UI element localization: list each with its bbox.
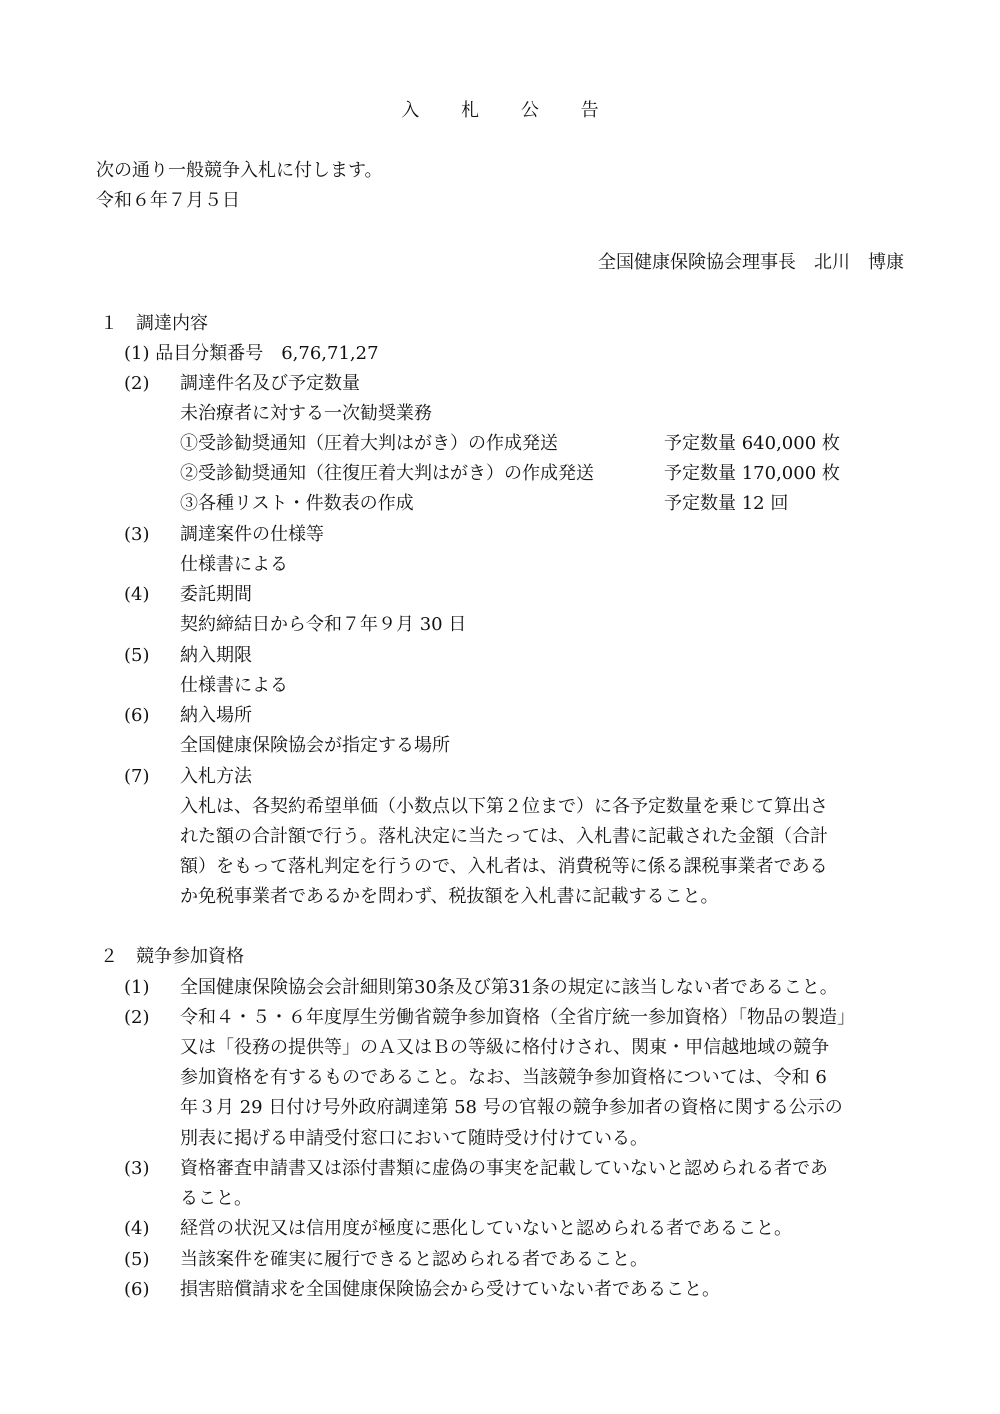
item-number: (4) bbox=[124, 584, 150, 605]
item-number: (1) bbox=[124, 977, 150, 998]
item-number: (6) bbox=[124, 705, 150, 726]
item-number: (3) bbox=[124, 1158, 150, 1179]
intro-text: 次の通り一般競争入札に付します。 bbox=[96, 160, 383, 181]
paragraph-line: 経営の状況又は信用度が極度に悪化していないと認められる者であること。 bbox=[180, 1218, 792, 1239]
paragraph-line: 令和４・５・６年度厚生労働省競争参加資格（全省庁統一参加資格）「物品の製造」 bbox=[180, 1007, 855, 1028]
page-title: 入 札 公 告 bbox=[401, 100, 617, 121]
item-number: (4) bbox=[124, 1218, 150, 1239]
issuer-name: 全国健康保険協会理事長 北川 博康 bbox=[598, 252, 904, 273]
paragraph-line: 参加資格を有するものであること。なお、当該競争参加資格については、令和 6 bbox=[180, 1067, 827, 1088]
procurement-item-name: ①受診勧奨通知（圧着大判はがき）の作成発送 bbox=[180, 433, 558, 454]
notice-date: 令和６年７月５日 bbox=[96, 190, 240, 211]
item-number: (3) bbox=[124, 524, 150, 545]
item-value: 仕様書による bbox=[180, 554, 288, 575]
procurement-item-name: ③各種リスト・件数表の作成 bbox=[180, 493, 414, 514]
item-label: 納入期限 bbox=[180, 645, 252, 666]
section-1-heading: １ 調達内容 bbox=[100, 313, 208, 334]
section-2-heading: ２ 競争参加資格 bbox=[100, 946, 244, 967]
paragraph-line: 全国健康保険協会会計細則第30条及び第31条の規定に該当しない者であること。 bbox=[180, 977, 838, 998]
paragraph-line: ること。 bbox=[180, 1188, 252, 1209]
item-classification-number: (1) 品目分類番号 6,76,71,27 bbox=[124, 343, 379, 364]
item-number: (5) bbox=[124, 1249, 150, 1270]
item-value: 契約締結日から令和７年９月 30 日 bbox=[180, 614, 467, 635]
paragraph-line: 当該案件を確実に履行できると認められる者であること。 bbox=[180, 1249, 648, 1270]
procurement-item-quantity: 予定数量 12 回 bbox=[664, 493, 789, 514]
paragraph-line: 資格審査申請書又は添付書類に虚偽の事実を記載していないと認められる者であ bbox=[180, 1158, 828, 1179]
item-number: (7) bbox=[124, 766, 150, 787]
item-label: 調達案件の仕様等 bbox=[180, 524, 324, 545]
item-number: (2) bbox=[124, 1007, 150, 1028]
item-value: 全国健康保険協会が指定する場所 bbox=[180, 735, 450, 756]
item-number: (5) bbox=[124, 645, 150, 666]
item-label: 納入場所 bbox=[180, 705, 252, 726]
procurement-item-quantity: 予定数量 170,000 枚 bbox=[664, 463, 840, 484]
item-value: 仕様書による bbox=[180, 675, 288, 696]
paragraph-line: 入札は、各契約希望単価（小数点以下第２位まで）に各予定数量を乗じて算出さ bbox=[180, 796, 828, 817]
paragraph-line: 別表に掲げる申請受付窓口において随時受け付けている。 bbox=[180, 1128, 648, 1149]
item-value: 未治療者に対する一次勧奨業務 bbox=[180, 403, 432, 424]
item-number: (2) bbox=[124, 373, 150, 394]
paragraph-line: 損害賠償請求を全国健康保険協会から受けていない者であること。 bbox=[180, 1279, 720, 1300]
paragraph-line: れた額の合計額で行う。落札決定に当たっては、入札書に記載された金額（合計 bbox=[180, 826, 828, 847]
procurement-item-quantity: 予定数量 640,000 枚 bbox=[664, 433, 840, 454]
paragraph-line: か免税事業者であるかを問わず、税抜額を入札書に記載すること。 bbox=[180, 886, 719, 907]
paragraph-line: 額）をもって落札判定を行うので、入札者は、消費税等に係る課税事業者である bbox=[180, 856, 828, 877]
procurement-item-name: ②受診勧奨通知（往復圧着大判はがき）の作成発送 bbox=[180, 463, 594, 484]
item-label: 調達件名及び予定数量 bbox=[180, 373, 360, 394]
item-number: (6) bbox=[124, 1279, 150, 1300]
item-label: 委託期間 bbox=[180, 584, 252, 605]
paragraph-line: 年３月 29 日付け号外政府調達第 58 号の官報の競争参加者の資格に関する公示の bbox=[180, 1097, 843, 1118]
item-label: 入札方法 bbox=[180, 766, 252, 787]
paragraph-line: 又は「役務の提供等」のＡ又はＢの等級に格付けされ、関東・甲信越地域の競争 bbox=[180, 1037, 830, 1058]
